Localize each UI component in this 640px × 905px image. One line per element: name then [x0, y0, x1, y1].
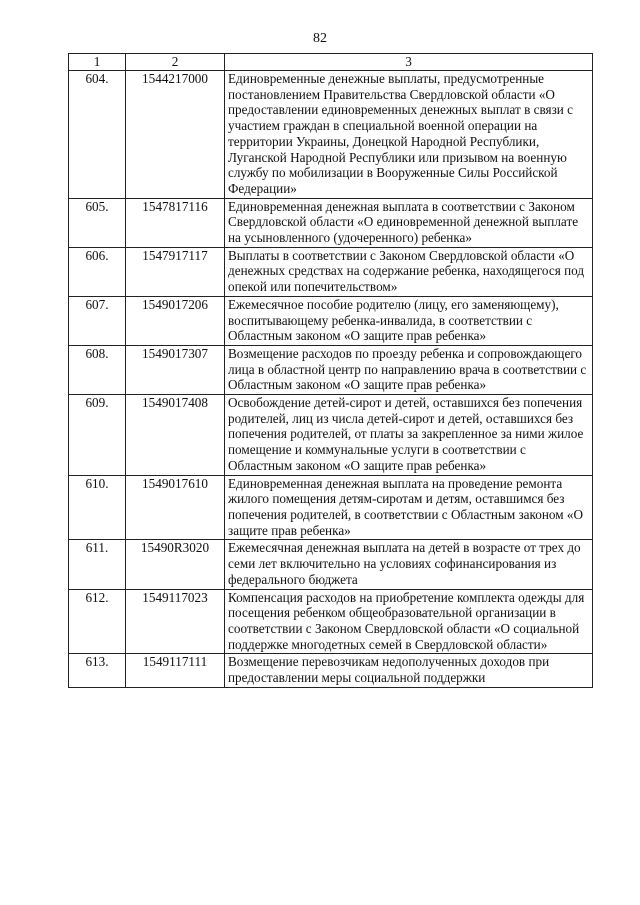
table-row: [69, 540, 593, 589]
table-header-row: [69, 54, 593, 71]
row-code: 15490R3020: [126, 540, 225, 589]
row-code: 1547917117: [126, 247, 225, 296]
row-description: Единовременные денежные выплаты, предусмотренные постановлением Правительства Свердловской области «О предоставлении единовременных денежных выплат в связи с участием граждан в специальной военной операции на территории Украины, Донецкой Народной Республики, Луганской Народной Республики или призывом на военную службу по мобилизации в Вооруженные Силы Российской Федерации»: [225, 71, 593, 199]
row-description: Единовременная денежная выплата на проведение ремонта жилого помещения детям-сиротам и детям, оставшимся без попечения родителей, в соответствии с Областным законом «О защите прав ребенка»: [225, 475, 593, 540]
budget-code-table: [68, 53, 593, 688]
row-description: Возмещение расходов по проезду ребенка и сопровождающего лица в областной центр по направлению врача в соответствии с Областным законом «О защите прав ребенка»: [225, 345, 593, 394]
table-row: [69, 654, 593, 687]
row-description: Освобождение детей-сирот и детей, оставшихся без попечения родителей, лиц из числа детей-сирот и детей, оставшихся без попечения родителей, от платы за закрепленное за ними жилое помещение и коммунальные услуги в соответствии с Областным законом «О защите прав ребенка»: [225, 395, 593, 476]
row-description: Ежемесячное пособие родителю (лицу, его заменяющему), воспитывающему ребенка-инвалида, в соответствии с Областным законом «О защите прав ребенка»: [225, 296, 593, 345]
row-code: 1549017307: [126, 345, 225, 394]
row-description: Единовременная денежная выплата в соответствии с Законом Свердловской области «О единовременной денежной выплате на усыновленного (удочеренного) ребенка»: [225, 198, 593, 247]
row-number: 612.: [69, 589, 126, 654]
row-number: 604.: [69, 71, 126, 199]
row-code: 1549017408: [126, 395, 225, 476]
row-code: 1549017206: [126, 296, 225, 345]
row-code: 1549117023: [126, 589, 225, 654]
page-number: 82: [313, 31, 327, 46]
row-description: Ежемесячная денежная выплата на детей в возрасте от трех до семи лет включительно на условиях софинансирования из федерального бюджета: [225, 540, 593, 589]
table-row: [69, 589, 593, 654]
row-number: 613.: [69, 654, 126, 687]
row-number: 609.: [69, 395, 126, 476]
row-description: Возмещение перевозчикам недополученных доходов при предоставлении меры социальной поддержки: [225, 654, 593, 687]
table-row: [69, 345, 593, 394]
row-description: Компенсация расходов на приобретение комплекта одежды для посещения ребенком общеобразовательной организации в соответствии с Законом Свердловской области «О социальной поддержке многодетных семей в Свердловской области»: [225, 589, 593, 654]
table-row: [69, 475, 593, 540]
table-row: [69, 71, 593, 199]
header-col-3: 3: [225, 54, 593, 71]
row-number: 610.: [69, 475, 126, 540]
table-row: [69, 296, 593, 345]
row-number: 605.: [69, 198, 126, 247]
header-col-1: 1: [69, 54, 126, 71]
table-row: [69, 247, 593, 296]
row-code: 1547817116: [126, 198, 225, 247]
row-number: 606.: [69, 247, 126, 296]
row-number: 607.: [69, 296, 126, 345]
row-code: 1549117111: [126, 654, 225, 687]
row-number: 611.: [69, 540, 126, 589]
row-code: 1544217000: [126, 71, 225, 199]
row-code: 1549017610: [126, 475, 225, 540]
table-row: [69, 395, 593, 476]
row-number: 608.: [69, 345, 126, 394]
table-row: [69, 198, 593, 247]
row-description: Выплаты в соответствии с Законом Свердловской области «О денежных средствах на содержание ребенка, находящегося под опекой или попечительством»: [225, 247, 593, 296]
header-col-2: 2: [126, 54, 225, 71]
